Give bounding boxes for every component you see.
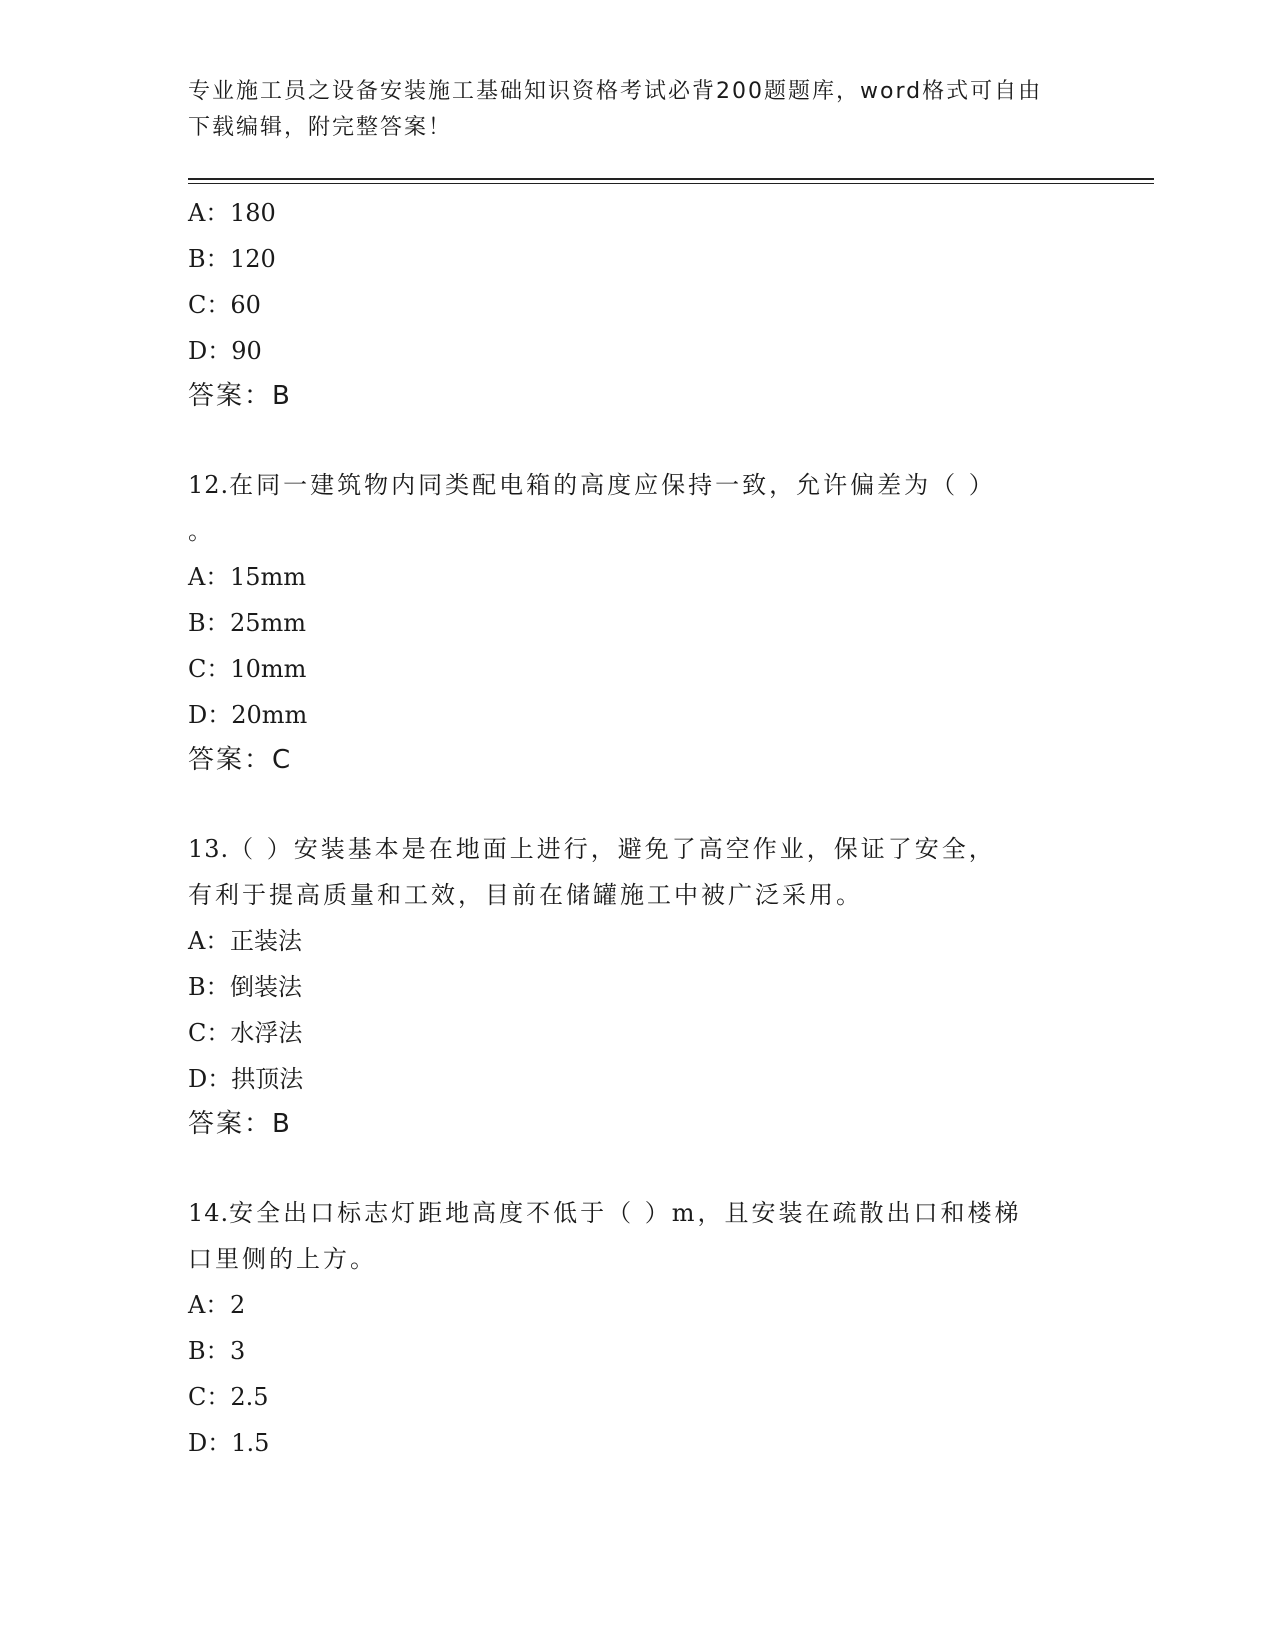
- option-b: B：120: [188, 245, 276, 273]
- document-header: [188, 74, 1078, 146]
- option-d: D：90: [188, 337, 262, 365]
- answer-line: 答案：B: [188, 381, 292, 411]
- option-d: D：拱顶法: [188, 1065, 304, 1093]
- answer-line: 答案：C: [188, 745, 293, 775]
- question-line-1: 13.（ ）安装基本是在地面上进行，避免了高空作业，保证了安全，: [188, 835, 996, 863]
- header-line-2: 下载编辑，附完整答案！: [188, 115, 453, 140]
- question-line-2: 口里侧的上方。: [188, 1245, 377, 1273]
- header-line-1: 专业施工员之设备安装施工基础知识资格考试必背200题题库，word格式可自由: [188, 79, 1043, 104]
- question-13: [188, 826, 1088, 1146]
- question-text: [188, 826, 1088, 918]
- option-a: A：正装法: [188, 927, 302, 955]
- answer-line: 答案：B: [188, 1109, 292, 1139]
- question-14: [188, 1190, 1088, 1466]
- question-line-2: 。: [188, 517, 215, 545]
- question-line-1: 12.在同一建筑物内同类配电箱的高度应保持一致，允许偏差为（ ）: [188, 471, 996, 499]
- question-text: [188, 1190, 1088, 1282]
- question-line-1: 14.安全出口标志灯距地高度不低于（ ）m，且安装在疏散出口和楼梯: [188, 1199, 1022, 1227]
- option-d: D：20mm: [188, 701, 308, 729]
- option-a: A：15mm: [188, 563, 307, 591]
- question-12: [188, 462, 1088, 782]
- option-c: C：60: [188, 291, 261, 319]
- option-c: C：水浮法: [188, 1019, 303, 1047]
- option-a: A：2: [188, 1291, 246, 1319]
- option-b: B：3: [188, 1337, 246, 1365]
- option-b: B：25mm: [188, 609, 307, 637]
- question-text: [188, 462, 1088, 554]
- header-divider: [188, 178, 1154, 184]
- question-content: [188, 190, 1088, 1466]
- option-a: A：180: [188, 199, 276, 227]
- option-c: C：10mm: [188, 655, 307, 683]
- question-line-2: 有利于提高质量和工效，目前在储罐施工中被广泛采用。: [188, 881, 863, 909]
- option-c: C：2.5: [188, 1383, 269, 1411]
- option-d: D：1.5: [188, 1429, 270, 1457]
- option-b: B：倒装法: [188, 973, 302, 1001]
- question-11-continuation: [188, 190, 1088, 418]
